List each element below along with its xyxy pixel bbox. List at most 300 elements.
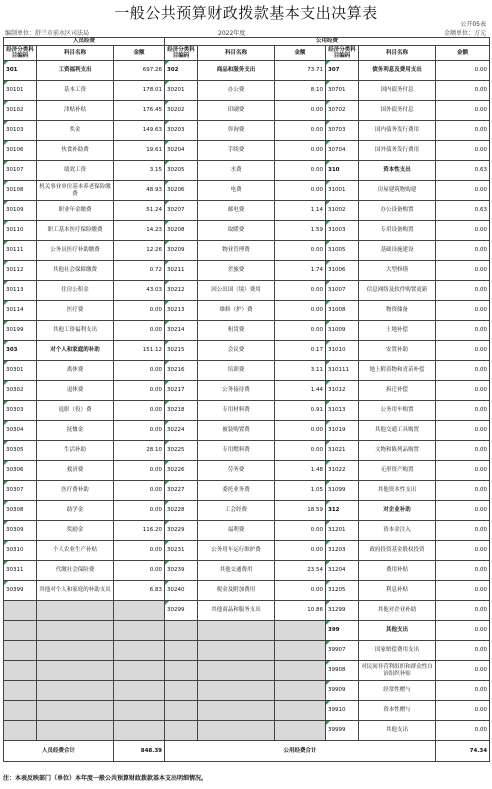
item-code: 30109: [4, 201, 37, 221]
item-name: 住房公积金: [37, 281, 114, 301]
item-code: 31201: [326, 521, 359, 541]
empty-cell: [165, 661, 198, 681]
item-code: 30299: [165, 601, 198, 621]
item-code: 30101: [4, 81, 37, 101]
item-amount: 0.00: [436, 341, 490, 361]
table-row: [4, 61, 490, 81]
item-name: 其他交通工具购置: [359, 421, 436, 441]
item-amount: 0.00: [275, 281, 326, 301]
item-code: 30701: [326, 81, 359, 101]
item-code: 30216: [165, 361, 198, 381]
table-row: [4, 141, 490, 161]
item-name: 基础设施建设: [359, 241, 436, 261]
item-code: 31299: [326, 601, 359, 621]
public-header: 公用经费: [165, 38, 490, 46]
item-amount: 0.00: [436, 721, 490, 741]
item-amount: 0.00: [114, 561, 165, 581]
table-row: [4, 561, 490, 581]
item-name: 差旅费: [198, 261, 275, 281]
col-amount: 金额: [436, 46, 490, 61]
item-name: 维修（护）费: [198, 301, 275, 321]
item-name: 办公设备购置: [359, 201, 436, 221]
item-amount: 0.00: [275, 581, 326, 601]
item-name: 文物和陈列品购置: [359, 441, 436, 461]
item-code: 30231: [165, 541, 198, 561]
item-name: 信息网络及软件购置更新: [359, 281, 436, 301]
item-amount: 0.00: [275, 541, 326, 561]
item-amount: 1.44: [275, 381, 326, 401]
item-code: 30218: [165, 401, 198, 421]
item-amount: 0.00: [275, 121, 326, 141]
item-name: 对企业补助: [359, 501, 436, 521]
col-code: 经济分类科目编码: [326, 46, 359, 61]
item-name: 公务接待费: [198, 381, 275, 401]
item-code: 30201: [165, 81, 198, 101]
item-name: 其他支出: [359, 721, 436, 741]
empty-cell: [275, 641, 326, 661]
item-name: 费用补贴: [359, 561, 436, 581]
empty-cell: [37, 641, 114, 661]
org-label: 编制单位：舒兰市前水区司法局: [5, 30, 90, 37]
item-name: 大型修缮: [359, 261, 436, 281]
item-amount: 1.59: [275, 221, 326, 241]
item-name: 电费: [198, 181, 275, 201]
item-amount: 0.00: [114, 501, 165, 521]
item-code: 30704: [326, 141, 359, 161]
item-code: 31099: [326, 481, 359, 501]
item-name: 房屋建筑物购建: [359, 181, 436, 201]
item-code: 30302: [4, 381, 37, 401]
empty-cell: [37, 701, 114, 721]
table-row: [4, 681, 490, 701]
item-amount: 0.00: [436, 101, 490, 121]
item-name: 救济费: [37, 461, 114, 481]
item-code: 31203: [326, 541, 359, 561]
item-amount: 0.00: [436, 421, 490, 441]
item-name: 国外债务发行费用: [359, 141, 436, 161]
item-code: 302: [165, 61, 198, 81]
item-name: 其他支出: [359, 621, 436, 641]
item-code: 39910: [326, 701, 359, 721]
item-name: 机关事业单位基本养老保险缴费: [37, 181, 114, 201]
empty-cell: [37, 681, 114, 701]
item-amount: 0.63: [436, 201, 490, 221]
item-amount: 0.00: [114, 541, 165, 561]
item-name: 税金及附加费用: [198, 581, 275, 601]
item-name: 医疗费: [37, 301, 114, 321]
item-code: 31012: [326, 381, 359, 401]
col-name: 科目名称: [359, 46, 436, 61]
item-amount: 176.45: [114, 101, 165, 121]
empty-cell: [37, 661, 114, 681]
item-amount: 1.05: [275, 481, 326, 501]
report-title: 一般公共预算财政拨款基本支出决算表: [114, 4, 378, 22]
empty-cell: [198, 621, 275, 641]
item-amount: 0.00: [436, 241, 490, 261]
table-row: [4, 501, 490, 521]
item-code: 30209: [165, 241, 198, 261]
item-amount: 0.00: [436, 541, 490, 561]
empty-cell: [114, 681, 165, 701]
item-code: 30240: [165, 581, 198, 601]
item-amount: 0.00: [275, 321, 326, 341]
item-amount: 1.48: [275, 461, 326, 481]
item-code: 30207: [165, 201, 198, 221]
empty-cell: [37, 721, 114, 741]
empty-cell: [165, 621, 198, 641]
col-amount: 金额: [114, 46, 165, 61]
public-total-label: 公用经费合计: [165, 741, 436, 762]
item-amount: 0.00: [436, 641, 490, 661]
table-row: [4, 701, 490, 721]
item-code: 30112: [4, 261, 37, 281]
item-amount: 151.12: [114, 341, 165, 361]
empty-cell: [4, 701, 37, 721]
item-code: 30213: [165, 301, 198, 321]
item-name: 地上附着物和青苗补偿: [359, 361, 436, 381]
item-name: 物资储备: [359, 301, 436, 321]
item-code: 30108: [4, 181, 37, 201]
item-amount: 23.54: [275, 561, 326, 581]
item-code: 30111: [4, 241, 37, 261]
item-name: 个人农业生产补贴: [37, 541, 114, 561]
item-code: 30215: [165, 341, 198, 361]
item-amount: 43.03: [114, 281, 165, 301]
item-amount: 0.00: [436, 281, 490, 301]
item-name: 职业年金缴费: [37, 201, 114, 221]
item-amount: 0.00: [436, 221, 490, 241]
item-amount: 0.00: [436, 121, 490, 141]
item-name: 奖励金: [37, 521, 114, 541]
item-code: 31006: [326, 261, 359, 281]
item-amount: 0.00: [436, 581, 490, 601]
table-row: [4, 341, 490, 361]
item-code: 30225: [165, 441, 198, 461]
table-row: [4, 521, 490, 541]
item-name: 资本性赠与: [359, 701, 436, 721]
public-total-value: 74.34: [436, 741, 490, 762]
item-code: 31013: [326, 401, 359, 421]
item-code: 30106: [4, 141, 37, 161]
table-row: [4, 421, 490, 441]
item-name: 其他交通费用: [198, 561, 275, 581]
empty-cell: [275, 681, 326, 701]
item-name: 公务员医疗补助缴费: [37, 241, 114, 261]
item-code: 399: [326, 621, 359, 641]
item-name: 其他工资福利支出: [37, 321, 114, 341]
item-code: 30310: [4, 541, 37, 561]
item-code: 30305: [4, 441, 37, 461]
item-amount: 0.00: [436, 141, 490, 161]
item-code: 30228: [165, 501, 198, 521]
item-name: 水费: [198, 161, 275, 181]
empty-cell: [275, 721, 326, 741]
item-code: 307: [326, 61, 359, 81]
empty-cell: [165, 701, 198, 721]
item-code: 31019: [326, 421, 359, 441]
item-code: 30307: [4, 481, 37, 501]
item-code: 310: [326, 161, 359, 181]
item-name: 邮电费: [198, 201, 275, 221]
item-amount: 0.00: [436, 701, 490, 721]
item-amount: 0.00: [436, 361, 490, 381]
item-name: 职工基本医疗保险缴费: [37, 221, 114, 241]
item-name: 劳务费: [198, 461, 275, 481]
item-amount: 0.00: [275, 241, 326, 261]
empty-cell: [198, 701, 275, 721]
item-code: 30217: [165, 381, 198, 401]
item-name: 土地补偿: [359, 321, 436, 341]
table-row: [4, 221, 490, 241]
item-amount: 0.00: [436, 181, 490, 201]
item-name: 物业管理费: [198, 241, 275, 261]
table-row: [4, 381, 490, 401]
item-code: 312: [326, 501, 359, 521]
item-name: 培训费: [198, 361, 275, 381]
item-amount: 0.00: [436, 681, 490, 701]
item-name: 经常性赠与: [359, 681, 436, 701]
item-amount: 0.00: [436, 81, 490, 101]
item-code: 30239: [165, 561, 198, 581]
item-amount: 0.00: [114, 421, 165, 441]
table-row: [4, 581, 490, 601]
item-code: 39907: [326, 641, 359, 661]
item-code: 30301: [4, 361, 37, 381]
item-code: 30202: [165, 101, 198, 121]
item-code: 31002: [326, 201, 359, 221]
item-amount: 1.14: [275, 201, 326, 221]
item-name: 国外债务付息: [359, 101, 436, 121]
item-amount: 0.00: [436, 261, 490, 281]
expenditure-table: [3, 37, 490, 762]
item-name: 政府投资基金股权投资: [359, 541, 436, 561]
item-amount: 0.00: [275, 101, 326, 121]
item-name: 伙食补助费: [37, 141, 114, 161]
item-name: 对个人和家庭的补助: [37, 341, 114, 361]
empty-cell: [4, 661, 37, 681]
item-code: 30211: [165, 261, 198, 281]
table-row: [4, 621, 490, 641]
item-name: 国家赔偿费用支出: [359, 641, 436, 661]
item-amount: 0.00: [436, 501, 490, 521]
empty-cell: [4, 601, 37, 621]
item-code: 30102: [4, 101, 37, 121]
item-code: 30214: [165, 321, 198, 341]
table-row: [4, 541, 490, 561]
item-code: 30110: [4, 221, 37, 241]
table-row: [4, 481, 490, 501]
item-code: 301: [4, 61, 37, 81]
empty-cell: [165, 721, 198, 741]
item-code: 30205: [165, 161, 198, 181]
item-name: 离休费: [37, 361, 114, 381]
item-amount: 0.00: [114, 321, 165, 341]
empty-cell: [114, 701, 165, 721]
item-name: 公务用车运行维护费: [198, 541, 275, 561]
item-name: 无形资产购置: [359, 461, 436, 481]
item-amount: 0.00: [436, 61, 490, 81]
item-amount: 8.10: [275, 81, 326, 101]
item-name: 安置补助: [359, 341, 436, 361]
item-name: 公务用车购置: [359, 401, 436, 421]
item-code: 31008: [326, 301, 359, 321]
table-row: [4, 661, 490, 681]
item-name: 奖金: [37, 121, 114, 141]
item-code: 31010: [326, 341, 359, 361]
item-name: 被装购置费: [198, 421, 275, 441]
col-code: 经济分类科目编码: [165, 46, 198, 61]
item-name: 国内债务付息: [359, 81, 436, 101]
item-name: 对民间非营利组织和群众性自治组织补贴: [359, 661, 436, 681]
empty-cell: [4, 641, 37, 661]
col-name: 科目名称: [198, 46, 275, 61]
item-amount: 12.26: [114, 241, 165, 261]
item-amount: 3.15: [114, 161, 165, 181]
item-amount: 0.00: [436, 481, 490, 501]
item-amount: 0.00: [114, 481, 165, 501]
item-name: 专用设备购置: [359, 221, 436, 241]
item-code: 30703: [326, 121, 359, 141]
item-name: 基本工资: [37, 81, 114, 101]
item-code: 30103: [4, 121, 37, 141]
empty-cell: [198, 681, 275, 701]
item-amount: 0.00: [436, 661, 490, 681]
item-amount: 0.00: [114, 461, 165, 481]
item-code: 30304: [4, 421, 37, 441]
empty-cell: [275, 701, 326, 721]
table-row: [4, 201, 490, 221]
item-code: 30113: [4, 281, 37, 301]
item-amount: 19.61: [114, 141, 165, 161]
item-name: 因公出国（境）费用: [198, 281, 275, 301]
table-row: [4, 281, 490, 301]
table-row: [4, 181, 490, 201]
item-code: 30702: [326, 101, 359, 121]
item-name: 代缴社会保险费: [37, 561, 114, 581]
table-row: [4, 361, 490, 381]
item-code: 30306: [4, 461, 37, 481]
item-name: 会议费: [198, 341, 275, 361]
item-amount: 697.26: [114, 61, 165, 81]
empty-cell: [198, 661, 275, 681]
item-name: 债务利息及费用支出: [359, 61, 436, 81]
item-amount: 0.00: [114, 381, 165, 401]
item-code: 30203: [165, 121, 198, 141]
empty-cell: [37, 621, 114, 641]
item-code: 31205: [326, 581, 359, 601]
item-name: 办公费: [198, 81, 275, 101]
item-amount: 0.63: [436, 161, 490, 181]
unit-label: 金额单位：万元: [443, 30, 486, 37]
item-name: 其他资本性支出: [359, 481, 436, 501]
item-amount: 14.23: [114, 221, 165, 241]
item-code: 31005: [326, 241, 359, 261]
year-label: 2022年度: [218, 30, 246, 37]
item-amount: 0.00: [275, 301, 326, 321]
empty-cell: [275, 661, 326, 681]
item-name: 工会经费: [198, 501, 275, 521]
item-name: 抚恤金: [37, 421, 114, 441]
item-code: 31007: [326, 281, 359, 301]
item-amount: 18.59: [275, 501, 326, 521]
empty-cell: [275, 621, 326, 641]
item-code: 310111: [326, 361, 359, 381]
item-amount: 73.71: [275, 61, 326, 81]
item-amount: 0.00: [436, 601, 490, 621]
empty-cell: [114, 641, 165, 661]
item-code: 30311: [4, 561, 37, 581]
item-code: 30309: [4, 521, 37, 541]
item-amount: 48.93: [114, 181, 165, 201]
item-name: 手续费: [198, 141, 275, 161]
footnote: 注：本表反映部门（单位）本年度一般公共预算财政拨款基本支出明细情况。: [3, 775, 208, 782]
item-name: 租赁费: [198, 321, 275, 341]
item-name: 印刷费: [198, 101, 275, 121]
item-name: 国内债务发行费用: [359, 121, 436, 141]
item-amount: 6.83: [114, 581, 165, 601]
empty-cell: [4, 621, 37, 641]
table-row: [4, 81, 490, 101]
item-code: 31022: [326, 461, 359, 481]
table-row: [4, 401, 490, 421]
item-amount: 0.00: [275, 161, 326, 181]
item-name: 退休费: [37, 381, 114, 401]
item-amount: 116.20: [114, 521, 165, 541]
table-row: [4, 121, 490, 141]
item-amount: 10.86: [275, 601, 326, 621]
item-name: 委托业务费: [198, 481, 275, 501]
item-name: 利息补贴: [359, 581, 436, 601]
item-amount: 178.01: [114, 81, 165, 101]
item-name: 福利费: [198, 521, 275, 541]
empty-cell: [165, 681, 198, 701]
item-name: 拆迁补偿: [359, 381, 436, 401]
item-name: 其他社会保障缴费: [37, 261, 114, 281]
col-code: 经济分类科目编码: [4, 46, 37, 61]
item-name: 绩效工资: [37, 161, 114, 181]
item-code: 30303: [4, 401, 37, 421]
item-amount: 0.00: [114, 401, 165, 421]
item-amount: 0.72: [114, 261, 165, 281]
item-code: 39999: [326, 721, 359, 741]
item-amount: 28.10: [114, 441, 165, 461]
item-code: 30399: [4, 581, 37, 601]
item-amount: 0.00: [275, 521, 326, 541]
item-amount: 149.63: [114, 121, 165, 141]
table-row: [4, 161, 490, 181]
item-name: 工资福利支出: [37, 61, 114, 81]
empty-cell: [114, 661, 165, 681]
item-amount: 0.00: [436, 321, 490, 341]
item-amount: 0.00: [275, 181, 326, 201]
personnel-total-value: 848.39: [114, 741, 165, 762]
table-row: [4, 261, 490, 281]
empty-cell: [4, 721, 37, 741]
item-code: 39908: [326, 661, 359, 681]
item-code: 30226: [165, 461, 198, 481]
item-name: 专用燃料费: [198, 441, 275, 461]
item-name: 助学金: [37, 501, 114, 521]
item-code: 31003: [326, 221, 359, 241]
item-code: 30229: [165, 521, 198, 541]
item-code: 31001: [326, 181, 359, 201]
item-amount: 0.00: [114, 301, 165, 321]
empty-cell: [114, 601, 165, 621]
item-amount: 0.00: [436, 401, 490, 421]
personnel-header: 人员经费: [4, 38, 165, 46]
table-row: [4, 641, 490, 661]
item-name: 生活补助: [37, 441, 114, 461]
